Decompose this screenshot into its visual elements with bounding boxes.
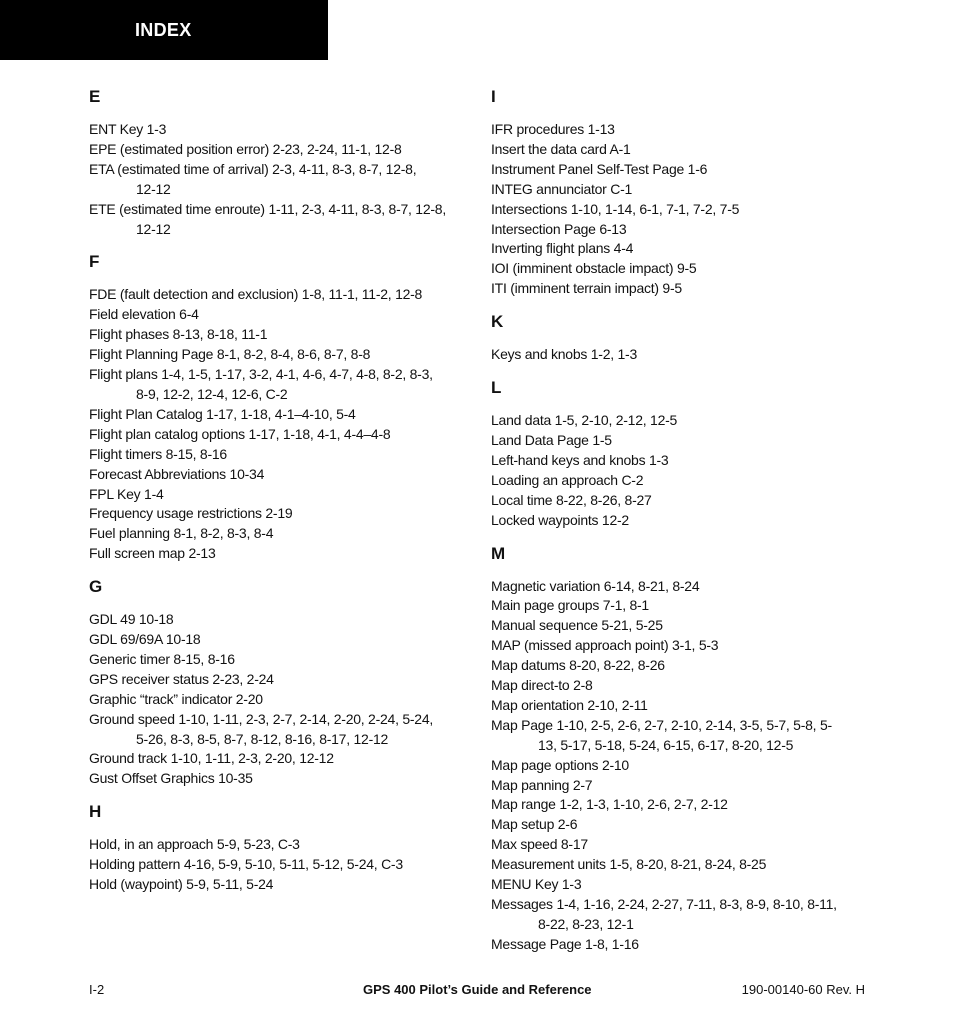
index-entry-text: Insert the data card A-1 [491, 140, 631, 157]
section-entries [491, 120, 871, 299]
index-entry-text: IOI (imminent obstacle impact) 9-5 [491, 260, 697, 277]
section-entries [491, 411, 871, 530]
index-entry-text: FDE (fault detection and exclusion) 1-8, 11-1, 11-2, 12-8 [89, 286, 423, 303]
index-entry-continuation: 12-12 [136, 180, 171, 197]
index-entry-text: Map direct-to 2-8 [491, 677, 593, 694]
index-section-h [89, 801, 469, 895]
index-entry-text: Local time 8-22, 8-26, 8-27 [491, 491, 652, 508]
footer-page-number: I-2 [89, 982, 105, 997]
index-entry [491, 431, 871, 451]
index-entry-text: Holding pattern 4-16, 5-9, 5-10, 5-11, 5-12, 5-24, C-3 [89, 856, 403, 873]
index-entry-text: Land Data Page 1-5 [491, 431, 612, 448]
index-entry [89, 855, 469, 875]
index-entry [89, 120, 469, 140]
index-entry-text: MAP (missed approach point) 3-1, 5-3 [491, 637, 719, 654]
index-entry [89, 749, 469, 769]
index-entry-text: Main page groups 7-1, 8-1 [491, 597, 649, 614]
index-entry-text: Map orientation 2-10, 2-11 [491, 696, 648, 713]
section-entries [89, 835, 469, 895]
index-entry-text: Message Page 1-8, 1-16 [491, 935, 639, 952]
index-entry-text: Intersection Page 6-13 [491, 220, 627, 237]
index-entry [491, 511, 871, 531]
index-entry [89, 345, 469, 365]
index-entry [491, 935, 871, 955]
index-section-e [89, 86, 469, 239]
index-section-f [89, 251, 469, 564]
index-entry-text: Map setup 2-6 [491, 816, 578, 833]
index-entry-text: ITI (imminent terrain impact) 9-5 [491, 280, 682, 297]
index-entry [89, 630, 469, 650]
index-entry-continuation: 8-9, 12-2, 12-4, 12-6, C-2 [136, 385, 288, 402]
index-entry [491, 656, 871, 676]
index-entry-text: Left-hand keys and knobs 1-3 [491, 451, 669, 468]
index-entry-text: ETE (estimated time enroute) 1-11, 2-3, 4-11, 8-3, 8-7, 12-8, [89, 200, 446, 217]
index-entry [491, 815, 871, 835]
index-entry [89, 365, 469, 405]
section-entries [89, 610, 469, 789]
index-entry [491, 411, 871, 431]
section-letter: K [491, 312, 504, 332]
index-entry [89, 835, 469, 855]
index-entry [491, 716, 871, 756]
index-entry [89, 544, 469, 564]
index-entry [491, 451, 871, 471]
index-entry-text: Full screen map 2-13 [89, 545, 216, 562]
section-entries [89, 120, 469, 239]
section-letter: L [491, 378, 502, 398]
index-entry-text: Messages 1-4, 1-16, 2-24, 2-27, 7-11, 8-3, 8-9, 8-10, 8-11, [491, 896, 837, 912]
index-entry-text: Flight Planning Page 8-1, 8-2, 8-4, 8-6, 8-7, 8-8 [89, 346, 371, 363]
index-entry [491, 756, 871, 776]
index-entry-text: Map page options 2-10 [491, 756, 629, 773]
index-entry [89, 524, 469, 544]
index-entry-text: Instrument Panel Self-Test Page 1-6 [491, 160, 708, 177]
index-entry [89, 200, 469, 240]
index-left-column [89, 86, 469, 907]
index-header-tab [0, 0, 328, 60]
index-entry-text: Flight plans 1-4, 1-5, 1-17, 3-2, 4-1, 4-6, 4-7, 4-8, 8-2, 8-3, [89, 366, 433, 383]
index-section-g [89, 576, 469, 789]
index-entry [89, 504, 469, 524]
index-section-m [491, 543, 871, 955]
index-entry [89, 445, 469, 465]
index-entry [491, 875, 871, 895]
index-entry-text: Max speed 8-17 [491, 836, 588, 853]
index-entry [491, 596, 871, 616]
section-letter: H [89, 802, 102, 822]
index-entry [491, 491, 871, 511]
index-entry [491, 120, 871, 140]
index-entry [89, 710, 469, 750]
index-entry-text: ENT Key 1-3 [89, 121, 167, 137]
index-entry-text: Intersections 1-10, 1-14, 6-1, 7-1, 7-2, 7-5 [491, 200, 740, 217]
index-entry [491, 180, 871, 200]
section-letter: M [491, 543, 506, 563]
section-letter: E [89, 87, 101, 106]
index-entry [491, 795, 871, 815]
index-entry [491, 345, 871, 365]
index-entry [89, 650, 469, 670]
index-entry [491, 140, 871, 160]
section-letter: F [89, 252, 100, 272]
index-entry-text: GPS receiver status 2-23, 2-24 [89, 670, 274, 687]
section-entries [491, 345, 871, 365]
index-entry [491, 471, 871, 491]
index-entry-text: IFR procedures 1-13 [491, 121, 615, 137]
index-entry-text: Map Page 1-10, 2-5, 2-6, 2-7, 2-10, 2-14, 3-5, 5-7, 5-8, 5- [491, 716, 832, 733]
index-entry [89, 769, 469, 789]
index-entry [89, 465, 469, 485]
index-entry [491, 855, 871, 875]
index-entry [491, 696, 871, 716]
page-footer [89, 980, 865, 1000]
index-entry [491, 895, 871, 935]
index-entry-text: EPE (estimated position error) 2-23, 2-24, 11-1, 12-8 [89, 140, 402, 157]
index-entry-text: Measurement units 1-5, 8-20, 8-21, 8-24, 8-25 [491, 856, 767, 873]
index-entry [89, 325, 469, 345]
index-entry [491, 616, 871, 636]
index-entry [89, 285, 469, 305]
index-entry-text: Flight timers 8-15, 8-16 [89, 445, 227, 462]
index-entry-text: Fuel planning 8-1, 8-2, 8-3, 8-4 [89, 525, 274, 542]
index-entry-text: Map range 1-2, 1-3, 1-10, 2-6, 2-7, 2-12 [491, 796, 728, 813]
index-entry [491, 676, 871, 696]
index-entry-text: Frequency usage restrictions 2-19 [89, 505, 293, 522]
index-entry-continuation: 12-12 [136, 220, 171, 237]
index-entry [491, 636, 871, 656]
index-section-k [491, 311, 871, 365]
index-entry [89, 405, 469, 425]
footer-document-title: GPS 400 Pilot’s Guide and Reference [363, 982, 592, 997]
index-entry [491, 160, 871, 180]
footer-revision: 190-00140-60 Rev. H [741, 982, 865, 997]
index-entry-continuation: 13, 5-17, 5-18, 5-24, 6-15, 6-17, 8-20, 12-5 [538, 736, 794, 753]
index-entry-text: Flight plan catalog options 1-17, 1-18, 4-1, 4-4–4-8 [89, 425, 391, 442]
index-entry-continuation: 5-26, 8-3, 8-5, 8-7, 8-12, 8-16, 8-17, 12-12 [136, 730, 389, 747]
index-entry-text: Loading an approach C-2 [491, 471, 644, 488]
index-entry-text: Forecast Abbreviations 10-34 [89, 465, 265, 482]
index-entry-continuation: 8-22, 8-23, 12-1 [538, 915, 634, 932]
index-entry-text: Generic timer 8-15, 8-16 [89, 650, 235, 667]
section-entries [491, 577, 871, 955]
index-entry-text: Hold, in an approach 5-9, 5-23, C-3 [89, 836, 300, 853]
index-entry-text: MENU Key 1-3 [491, 876, 582, 893]
index-entry [491, 279, 871, 299]
index-entry [89, 610, 469, 630]
index-section-i [491, 86, 871, 299]
index-right-column [491, 86, 871, 967]
index-entry [491, 776, 871, 796]
index-header-label: INDEX [135, 20, 192, 40]
index-entry [491, 220, 871, 240]
index-section-l [491, 377, 871, 530]
index-entry [89, 140, 469, 160]
index-entry [89, 875, 469, 895]
index-entry-text: Flight Plan Catalog 1-17, 1-18, 4-1–4-10, 5-4 [89, 405, 356, 422]
index-entry [491, 239, 871, 259]
index-entry-text: Inverting flight plans 4-4 [491, 240, 634, 257]
section-entries [89, 285, 469, 564]
index-entry [491, 259, 871, 279]
index-entry-text: Locked waypoints 12-2 [491, 511, 629, 528]
index-entry-text: Ground speed 1-10, 1-11, 2-3, 2-7, 2-14, 2-20, 2-24, 5-24, [89, 710, 434, 727]
index-entry-text: Gust Offset Graphics 10-35 [89, 770, 253, 787]
index-entry-text: Magnetic variation 6-14, 8-21, 8-24 [491, 577, 700, 594]
index-entry-text: Ground track 1-10, 1-11, 2-3, 2-20, 12-12 [89, 750, 334, 767]
index-entry-text: Graphic “track” indicator 2-20 [89, 690, 263, 707]
index-entry-text: Hold (waypoint) 5-9, 5-11, 5-24 [89, 876, 274, 893]
index-entry-text: Land data 1-5, 2-10, 2-12, 12-5 [491, 412, 678, 429]
index-entry [89, 485, 469, 505]
index-entry [89, 690, 469, 710]
index-entry [491, 577, 871, 597]
index-entry-text: Manual sequence 5-21, 5-25 [491, 617, 663, 634]
index-entry [89, 160, 469, 200]
section-letter: I [491, 87, 496, 106]
index-entry [89, 305, 469, 325]
index-entry-text: GDL 69/69A 10-18 [89, 631, 201, 648]
index-entry-text: Map datums 8-20, 8-22, 8-26 [491, 657, 665, 674]
index-entry-text: Keys and knobs 1-2, 1-3 [491, 346, 638, 363]
index-entry-text: FPL Key 1-4 [89, 485, 164, 502]
index-entry-text: GDL 49 10-18 [89, 611, 174, 628]
index-entry [491, 200, 871, 220]
section-letter: G [89, 577, 103, 597]
index-entry-text: ETA (estimated time of arrival) 2-3, 4-11, 8-3, 8-7, 12-8, [89, 160, 417, 177]
index-entry [491, 835, 871, 855]
index-entry-text: Field elevation 6-4 [89, 306, 199, 323]
index-entry [89, 670, 469, 690]
index-entry-text: Flight phases 8-13, 8-18, 11-1 [89, 326, 268, 343]
index-entry-text: INTEG annunciator C-1 [491, 180, 633, 197]
index-entry-text: Map panning 2-7 [491, 776, 593, 793]
index-entry [89, 425, 469, 445]
